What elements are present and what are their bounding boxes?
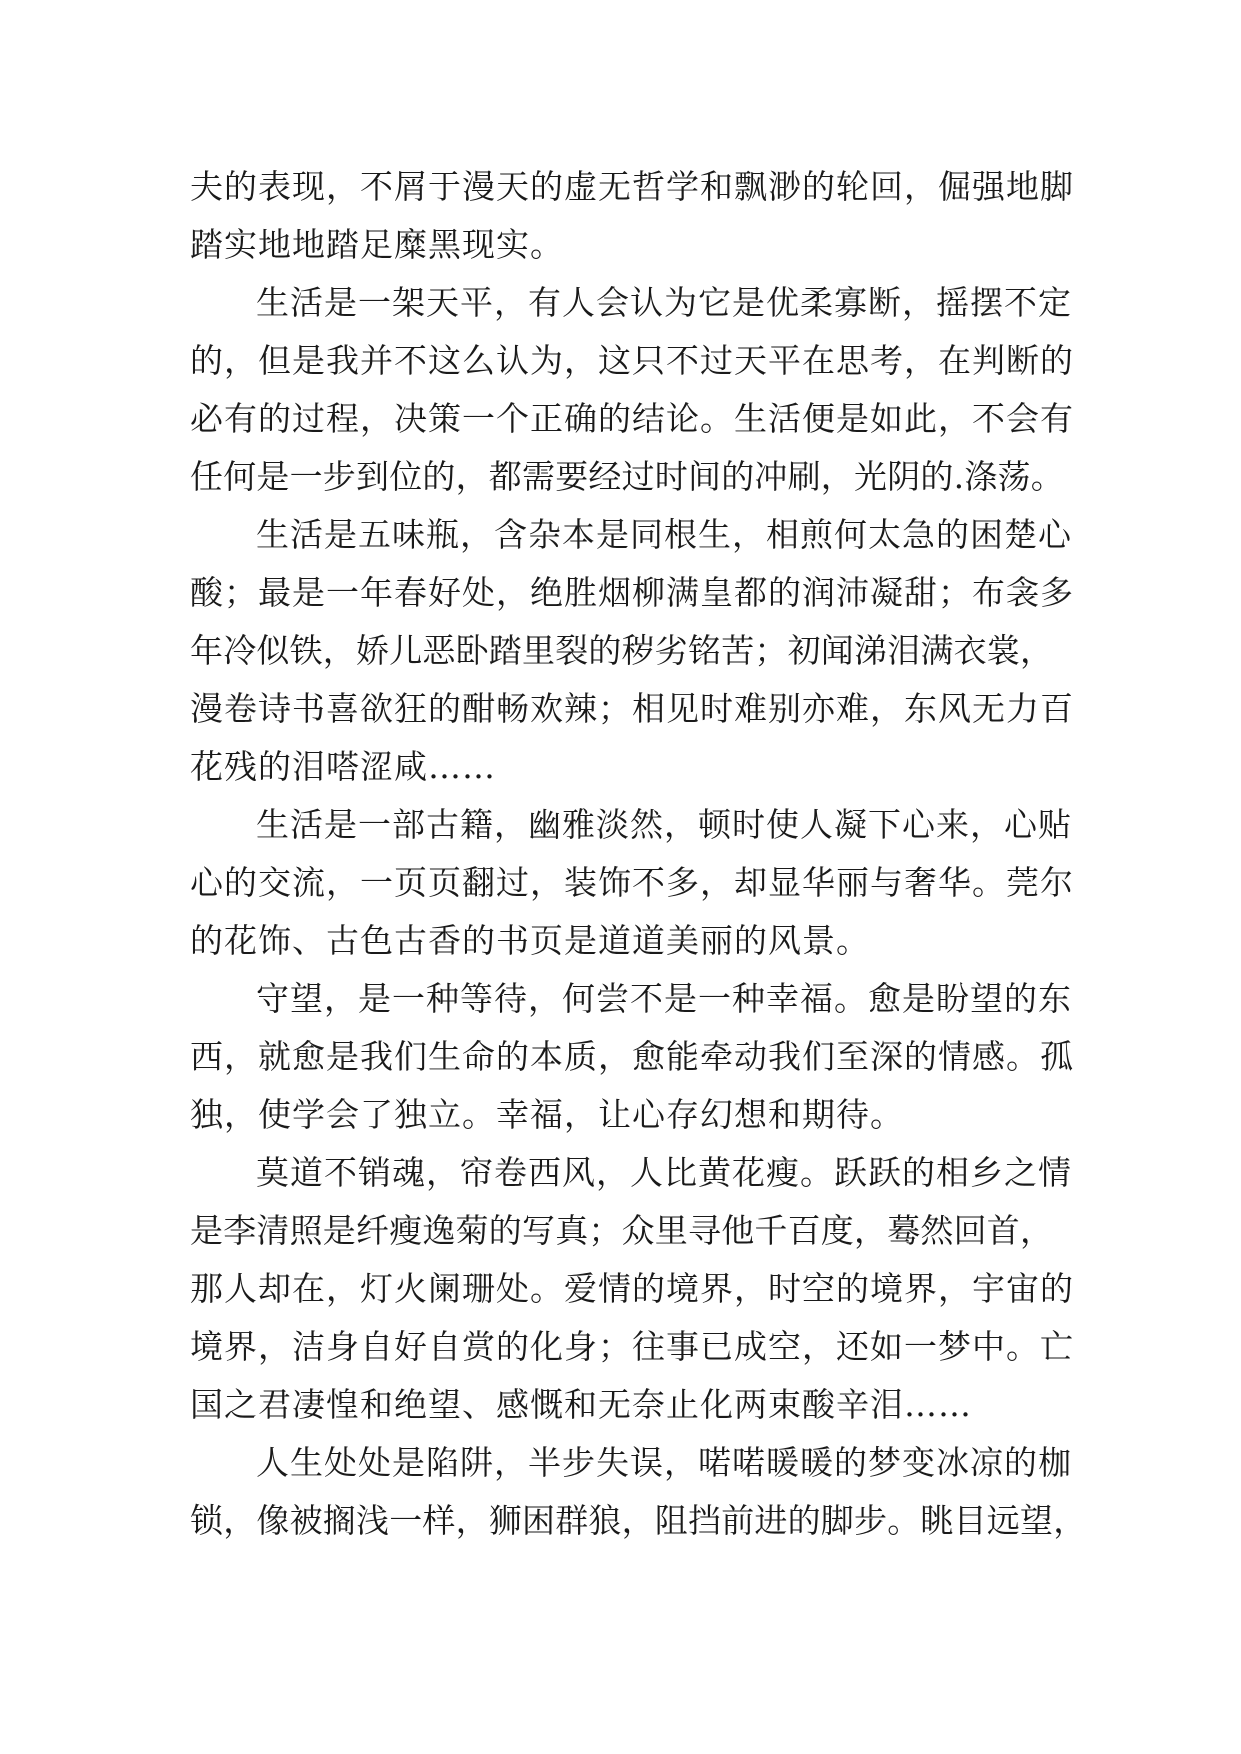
text-line: 漫卷诗书喜欲狂的酣畅欢辣；相见时难别亦难，东风无力百 <box>190 689 1074 728</box>
text-line: 境界，洁身自好自赏的化身；往事已成空，还如一梦中。亡 <box>190 1327 1074 1366</box>
document-body <box>190 158 1087 1550</box>
text-line: 踏实地地踏足糜黑现实。 <box>190 225 564 264</box>
text-line: 西，就愈是我们生命的本质，愈能牵动我们至深的情感。孤 <box>190 1037 1074 1076</box>
text-line: 心的交流，一页页翻过，装饰不多，却显华丽与奢华。莞尔 <box>190 863 1074 902</box>
text-line: 国之君凄惶和绝望、感慨和无奈止化两束酸辛泪…… <box>190 1385 972 1424</box>
text-line: 的，但是我并不这么认为，这只不过天平在思考，在判断的 <box>190 341 1074 380</box>
text-line: 夫的表现，不屑于漫天的虚无哲学和飘渺的轮回，倔强地脚 <box>190 167 1074 206</box>
text-line: 那人却在，灯火阑珊处。爱情的境界，时空的境界，宇宙的 <box>190 1269 1074 1308</box>
text-line: 年冷似铁，娇儿恶卧踏里裂的秽劣铭苦；初闻涕泪满衣裳， <box>190 631 1054 670</box>
text-line: 独，使学会了独立。幸福，让心存幻想和期待。 <box>190 1095 904 1134</box>
text-line: 任何是一步到位的，都需要经过时间的冲刷，光阴的.涤荡。 <box>190 457 1064 496</box>
paragraph-first-line: 生活是五味瓶，含杂本是同根生，相煎何太急的困楚心 <box>256 515 1072 554</box>
text-line: 必有的过程，决策一个正确的结论。生活便是如此，不会有 <box>190 399 1074 438</box>
text-line: 是李清照是纤瘦逸菊的写真；众里寻他千百度，蓦然回首， <box>190 1211 1054 1250</box>
paragraph-first-line: 莫道不销魂，帘卷西风，人比黄花瘦。跃跃的相乡之情 <box>256 1153 1072 1192</box>
paragraph-first-line: 人生处处是陷阱，半步失误，喏喏暖暖的梦变冰凉的枷 <box>256 1443 1072 1482</box>
text-line: 锁，像被搁浅一样，狮困群狼，阻挡前进的脚步。眺目远望， <box>190 1501 1087 1540</box>
text-line: 的花饰、古色古香的书页是道道美丽的风景。 <box>190 921 870 960</box>
text-line: 酸；最是一年春好处，绝胜烟柳满皇都的润沛凝甜；布衾多 <box>190 573 1074 612</box>
paragraph-first-line: 守望，是一种等待，何尝不是一种幸福。愈是盼望的东 <box>256 979 1072 1018</box>
paragraph-first-line: 生活是一架天平，有人会认为它是优柔寡断，摇摆不定 <box>256 283 1072 322</box>
text-line: 花残的泪嗒涩咸…… <box>190 747 496 786</box>
paragraph-first-line: 生活是一部古籍，幽雅淡然，顿时使人凝下心来，心贴 <box>256 805 1072 844</box>
